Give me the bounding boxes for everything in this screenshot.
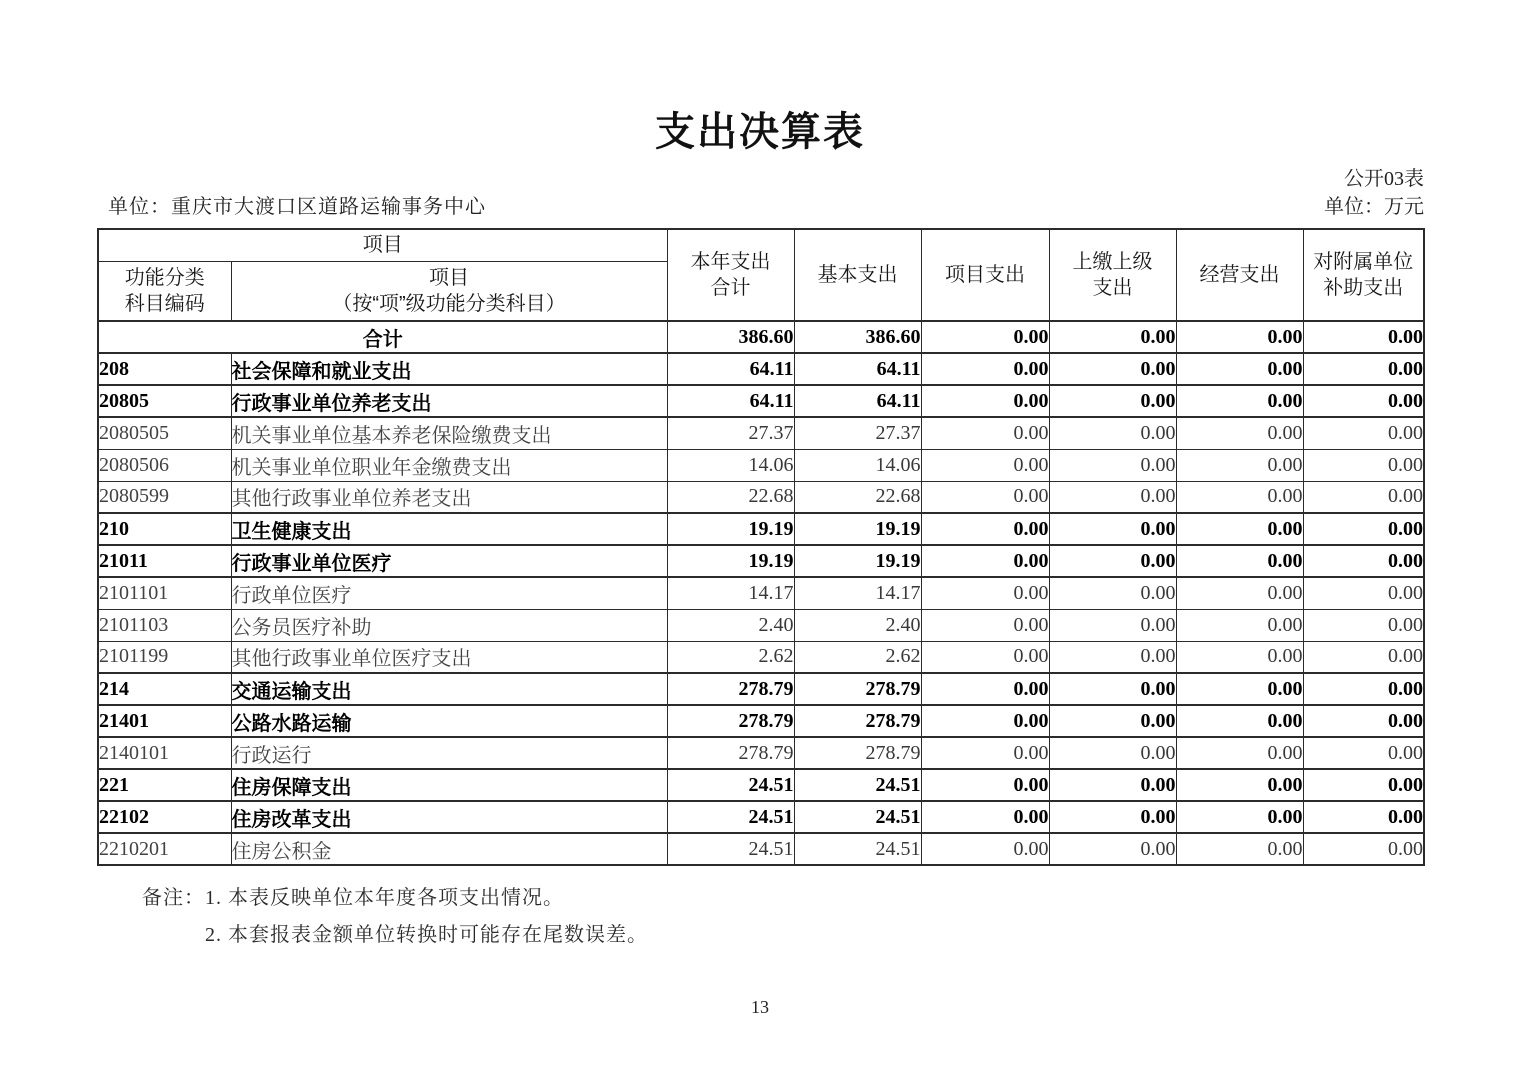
row-value: 0.00 — [921, 449, 1049, 481]
row-name: 行政事业单位医疗 — [231, 545, 667, 577]
row-value: 0.00 — [921, 673, 1049, 705]
row-name: 公路水路运输 — [231, 705, 667, 737]
row-code: 2140101 — [98, 737, 231, 769]
row-value: 22.68 — [794, 481, 921, 513]
row-value: 0.00 — [1176, 737, 1303, 769]
row-value: 14.17 — [794, 577, 921, 609]
header-subsidy — [1303, 229, 1424, 321]
row-name: 行政单位医疗 — [231, 577, 667, 609]
row-name: 住房改革支出 — [231, 801, 667, 833]
row-name: 机关事业单位基本养老保险缴费支出 — [231, 417, 667, 449]
unit-name-label: 单位：重庆市大渡口区道路运输事务中心 — [108, 196, 486, 218]
row-value: 0.00 — [1176, 385, 1303, 417]
table-row — [98, 321, 1424, 353]
row-value: 278.79 — [667, 705, 794, 737]
header-code-line1: 功能分类 — [124, 266, 205, 289]
row-value: 0.00 — [921, 641, 1049, 673]
expenditure-table — [97, 228, 1425, 866]
row-value: 64.11 — [667, 385, 794, 417]
row-name: 住房公积金 — [231, 833, 667, 865]
row-value: 0.00 — [1303, 609, 1424, 641]
row-value: 22.68 — [667, 481, 794, 513]
row-value: 0.00 — [1303, 545, 1424, 577]
row-value: 0.00 — [1049, 769, 1176, 801]
row-value: 24.51 — [667, 801, 794, 833]
header-operating: 经营支出 — [1176, 229, 1303, 321]
row-value: 19.19 — [794, 545, 921, 577]
row-value: 24.51 — [794, 833, 921, 865]
row-value: 0.00 — [1176, 321, 1303, 353]
note-item: 2. 本套报表金额单位转换时可能存在尾数误差。 — [205, 924, 648, 946]
notes-lines — [205, 880, 648, 954]
header-item — [231, 261, 667, 321]
row-value: 0.00 — [921, 417, 1049, 449]
row-value: 0.00 — [1303, 641, 1424, 673]
row-value: 0.00 — [1303, 673, 1424, 705]
header-total — [667, 229, 794, 321]
row-name: 机关事业单位职业年金缴费支出 — [231, 449, 667, 481]
row-code: 2080505 — [98, 417, 231, 449]
table-row — [98, 737, 1424, 769]
row-value: 0.00 — [1303, 353, 1424, 385]
header-item-line1: 项目 — [429, 266, 469, 289]
header-total-line2: 合计 — [710, 277, 751, 299]
row-value: 24.51 — [794, 769, 921, 801]
row-value: 278.79 — [667, 737, 794, 769]
row-value: 14.17 — [667, 577, 794, 609]
table-row — [98, 833, 1424, 865]
row-value: 2.62 — [794, 641, 921, 673]
table-row — [98, 353, 1424, 385]
row-value: 0.00 — [921, 609, 1049, 641]
row-value: 0.00 — [1176, 353, 1303, 385]
row-code: 2101101 — [98, 577, 231, 609]
notes-label: 备注： — [142, 887, 205, 909]
row-value: 0.00 — [1176, 705, 1303, 737]
row-value: 0.00 — [1303, 513, 1424, 545]
row-name: 卫生健康支出 — [231, 513, 667, 545]
row-value: 27.37 — [667, 417, 794, 449]
row-name: 社会保障和就业支出 — [231, 353, 667, 385]
table-body — [98, 321, 1424, 865]
header-basic: 基本支出 — [794, 229, 921, 321]
row-value: 0.00 — [1049, 641, 1176, 673]
row-value: 278.79 — [794, 705, 921, 737]
row-value: 0.00 — [1303, 449, 1424, 481]
table-header — [98, 229, 1424, 321]
row-value: 2.40 — [667, 609, 794, 641]
row-value: 0.00 — [1176, 801, 1303, 833]
row-value: 2.62 — [667, 641, 794, 673]
form-code-label: 公开03表 — [1344, 168, 1424, 190]
row-code: 208 — [98, 353, 231, 385]
header-total-line1: 本年支出 — [690, 251, 771, 273]
table-row — [98, 385, 1424, 417]
table-row — [98, 705, 1424, 737]
note-item: 1. 本表反映单位本年度各项支出情况。 — [205, 887, 564, 909]
table-row — [98, 545, 1424, 577]
row-value: 0.00 — [1049, 449, 1176, 481]
table-row — [98, 513, 1424, 545]
row-code: 2080506 — [98, 449, 231, 481]
header-upper — [1049, 229, 1176, 321]
row-value: 0.00 — [1176, 577, 1303, 609]
header-subsidy-line2: 补助支出 — [1323, 277, 1404, 299]
row-code: 2080599 — [98, 481, 231, 513]
row-value: 0.00 — [1049, 545, 1176, 577]
row-value: 0.00 — [1049, 737, 1176, 769]
row-value: 0.00 — [1176, 609, 1303, 641]
header-upper-line1: 上缴上级 — [1072, 251, 1153, 273]
table-row — [98, 801, 1424, 833]
row-value: 0.00 — [1049, 609, 1176, 641]
unit-currency-label: 单位：万元 — [1324, 196, 1424, 218]
row-value: 0.00 — [1303, 577, 1424, 609]
table-row — [98, 609, 1424, 641]
row-value: 0.00 — [1049, 577, 1176, 609]
row-value: 278.79 — [794, 673, 921, 705]
row-value: 19.19 — [794, 513, 921, 545]
row-value: 0.00 — [921, 769, 1049, 801]
row-name: 交通运输支出 — [231, 673, 667, 705]
row-value: 0.00 — [921, 801, 1049, 833]
row-value: 0.00 — [1303, 417, 1424, 449]
row-name: 公务员医疗补助 — [231, 609, 667, 641]
row-value: 0.00 — [1176, 513, 1303, 545]
row-value: 24.51 — [794, 801, 921, 833]
row-code: 2101199 — [98, 641, 231, 673]
header-project-group: 项目 — [98, 229, 667, 261]
header-code — [98, 261, 231, 321]
row-value: 0.00 — [1303, 321, 1424, 353]
row-value: 0.00 — [1176, 545, 1303, 577]
row-value: 0.00 — [1303, 769, 1424, 801]
row-value: 64.11 — [794, 385, 921, 417]
row-code: 21401 — [98, 705, 231, 737]
row-code: 2101103 — [98, 609, 231, 641]
row-value: 0.00 — [1176, 769, 1303, 801]
row-value: 14.06 — [667, 449, 794, 481]
notes — [142, 880, 648, 954]
header-code-line2: 科目编码 — [124, 292, 205, 315]
row-value: 278.79 — [794, 737, 921, 769]
row-value: 0.00 — [1176, 417, 1303, 449]
row-value: 0.00 — [1176, 449, 1303, 481]
row-value: 0.00 — [921, 353, 1049, 385]
row-value: 0.00 — [1049, 385, 1176, 417]
row-value: 0.00 — [1049, 801, 1176, 833]
row-code: 221 — [98, 769, 231, 801]
row-name: 合计 — [98, 321, 667, 353]
row-code: 2210201 — [98, 833, 231, 865]
row-value: 0.00 — [1303, 737, 1424, 769]
row-value: 27.37 — [794, 417, 921, 449]
row-code: 22102 — [98, 801, 231, 833]
row-value: 0.00 — [1303, 481, 1424, 513]
row-value: 0.00 — [1049, 513, 1176, 545]
row-value: 0.00 — [921, 385, 1049, 417]
header-upper-line2: 支出 — [1092, 277, 1133, 299]
row-value: 0.00 — [1049, 833, 1176, 865]
row-value: 0.00 — [921, 705, 1049, 737]
row-value: 2.40 — [794, 609, 921, 641]
row-value: 0.00 — [921, 545, 1049, 577]
page-title: 支出决算表 — [655, 110, 865, 154]
row-value: 0.00 — [921, 577, 1049, 609]
row-value: 0.00 — [1176, 833, 1303, 865]
header-row-group — [98, 229, 1424, 261]
row-value: 0.00 — [1176, 641, 1303, 673]
row-value: 0.00 — [921, 737, 1049, 769]
table-row — [98, 449, 1424, 481]
table-row — [98, 673, 1424, 705]
table-row — [98, 641, 1424, 673]
header-subsidy-line1: 对附属单位 — [1313, 251, 1414, 273]
row-value: 19.19 — [667, 513, 794, 545]
row-value: 386.60 — [667, 321, 794, 353]
row-value: 0.00 — [921, 513, 1049, 545]
row-value: 64.11 — [794, 353, 921, 385]
row-value: 0.00 — [1049, 321, 1176, 353]
row-value: 0.00 — [1303, 833, 1424, 865]
row-value: 0.00 — [1049, 353, 1176, 385]
header-item-line2: （按“项”级功能分类科目） — [332, 292, 566, 315]
row-name: 住房保障支出 — [231, 769, 667, 801]
row-value: 64.11 — [667, 353, 794, 385]
table-row — [98, 417, 1424, 449]
table-row — [98, 769, 1424, 801]
row-value: 0.00 — [1049, 705, 1176, 737]
row-value: 0.00 — [921, 833, 1049, 865]
row-code: 20805 — [98, 385, 231, 417]
row-name: 其他行政事业单位养老支出 — [231, 481, 667, 513]
row-code: 214 — [98, 673, 231, 705]
row-value: 0.00 — [921, 321, 1049, 353]
row-value: 278.79 — [667, 673, 794, 705]
table-row — [98, 577, 1424, 609]
row-value: 0.00 — [1303, 385, 1424, 417]
row-value: 0.00 — [1176, 481, 1303, 513]
row-value: 14.06 — [794, 449, 921, 481]
row-code: 21011 — [98, 545, 231, 577]
row-value: 24.51 — [667, 769, 794, 801]
row-value: 0.00 — [1303, 705, 1424, 737]
header-project-exp: 项目支出 — [921, 229, 1049, 321]
row-value: 0.00 — [1176, 673, 1303, 705]
row-value: 386.60 — [794, 321, 921, 353]
row-name: 其他行政事业单位医疗支出 — [231, 641, 667, 673]
row-value: 0.00 — [1049, 481, 1176, 513]
row-value: 0.00 — [921, 481, 1049, 513]
row-value: 19.19 — [667, 545, 794, 577]
row-value: 0.00 — [1049, 673, 1176, 705]
row-code: 210 — [98, 513, 231, 545]
page-number: 13 — [751, 997, 769, 1017]
row-name: 行政运行 — [231, 737, 667, 769]
row-value: 24.51 — [667, 833, 794, 865]
row-value: 0.00 — [1303, 801, 1424, 833]
row-name: 行政事业单位养老支出 — [231, 385, 667, 417]
row-value: 0.00 — [1049, 417, 1176, 449]
table-row — [98, 481, 1424, 513]
